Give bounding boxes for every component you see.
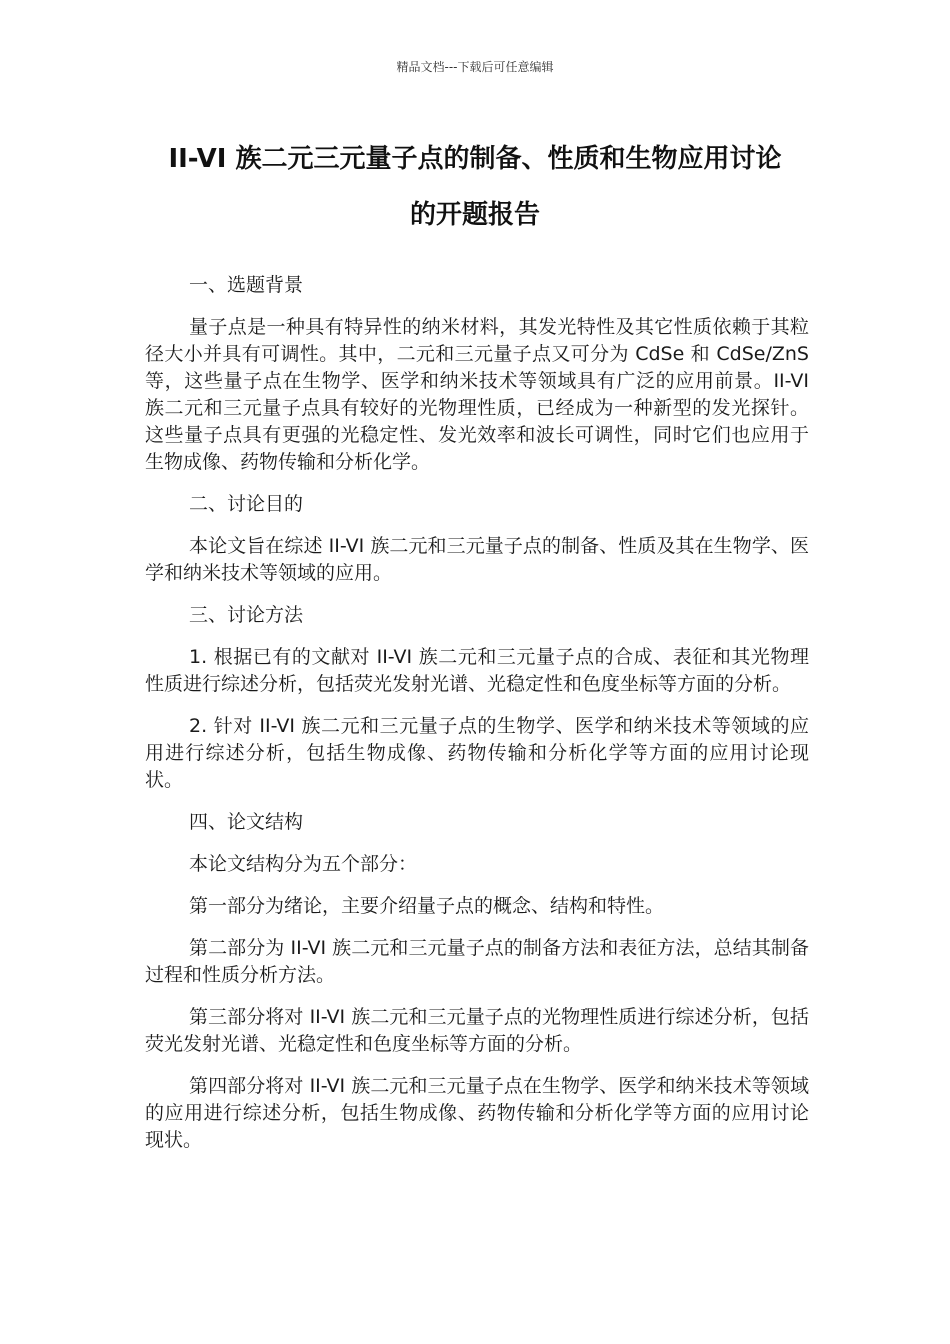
paragraph-purpose: 本论文旨在综述 II-VI 族二元和三元量子点的制备、性质及其在生物学、医学和纳米技术等领域的应用。 [145,535,809,584]
paragraph-structure-part-3: 第三部分将对 II-VI 族二元和三元量子点的光物理性质进行综述分析，包括荧光发射光谱、光稳定性和色度坐标等方面的分析。 [145,1006,809,1055]
section-heading-purpose: 二、讨论目的 [189,493,304,515]
document-title-line-1: II-VI 族二元三元量子点的制备、性质和生物应用讨论 [168,144,782,174]
header-note: 精品文档---下载后可任意编辑 [396,60,554,74]
paragraph-background: 量子点是一种具有特异性的纳米材料，其发光特性及其它性质依赖于其粒径大小并具有可调性。其中，二元和三元量子点又可分为 CdSe 和 CdSe/ZnS 等，这些量子点在生物学、医学和纳米技术等领域具有广泛的应用前景。II-VI 族二元和三元量子点具有较好的光物理性质，已经成为一种新型的发光探针。这些量子点具有更强的光稳定性、发光效率和波长可调性，同时它们也应用于生物成像、药物传输和分析化学。 [145,316,809,473]
paragraph-structure-part-1: 第一部分为绪论，主要介绍量子点的概念、结构和特性。 [189,895,665,917]
paragraph-structure-part-2: 第二部分为 II-VI 族二元和三元量子点的制备方法和表征方法，总结其制备过程和性质分析方法。 [145,937,809,986]
document-body [145,272,809,1169]
paragraph-structure-part-4: 第四部分将对 II-VI 族二元和三元量子点在生物学、医学和纳米技术等领域的应用进行综述分析，包括生物成像、药物传输和分析化学等方面的应用讨论现状。 [145,1075,809,1151]
document-title-line-2: 的开题报告 [409,200,540,230]
section-heading-methods: 三、讨论方法 [189,604,304,626]
paragraph-method-2: 2. 针对 II-VI 族二元和三元量子点的生物学、医学和纳米技术等领域的应用进行综述分析，包括生物成像、药物传输和分析化学等方面的应用讨论现状。 [145,715,809,791]
section-heading-structure: 四、论文结构 [189,811,304,833]
paragraph-method-1: 1. 根据已有的文献对 II-VI 族二元和三元量子点的合成、表征和其光物理性质进行综述分析，包括荧光发射光谱、光稳定性和色度坐标等方面的分析。 [145,646,809,695]
paragraph-structure-intro: 本论文结构分为五个部分： [189,853,418,875]
section-heading-background: 一、选题背景 [189,274,304,296]
